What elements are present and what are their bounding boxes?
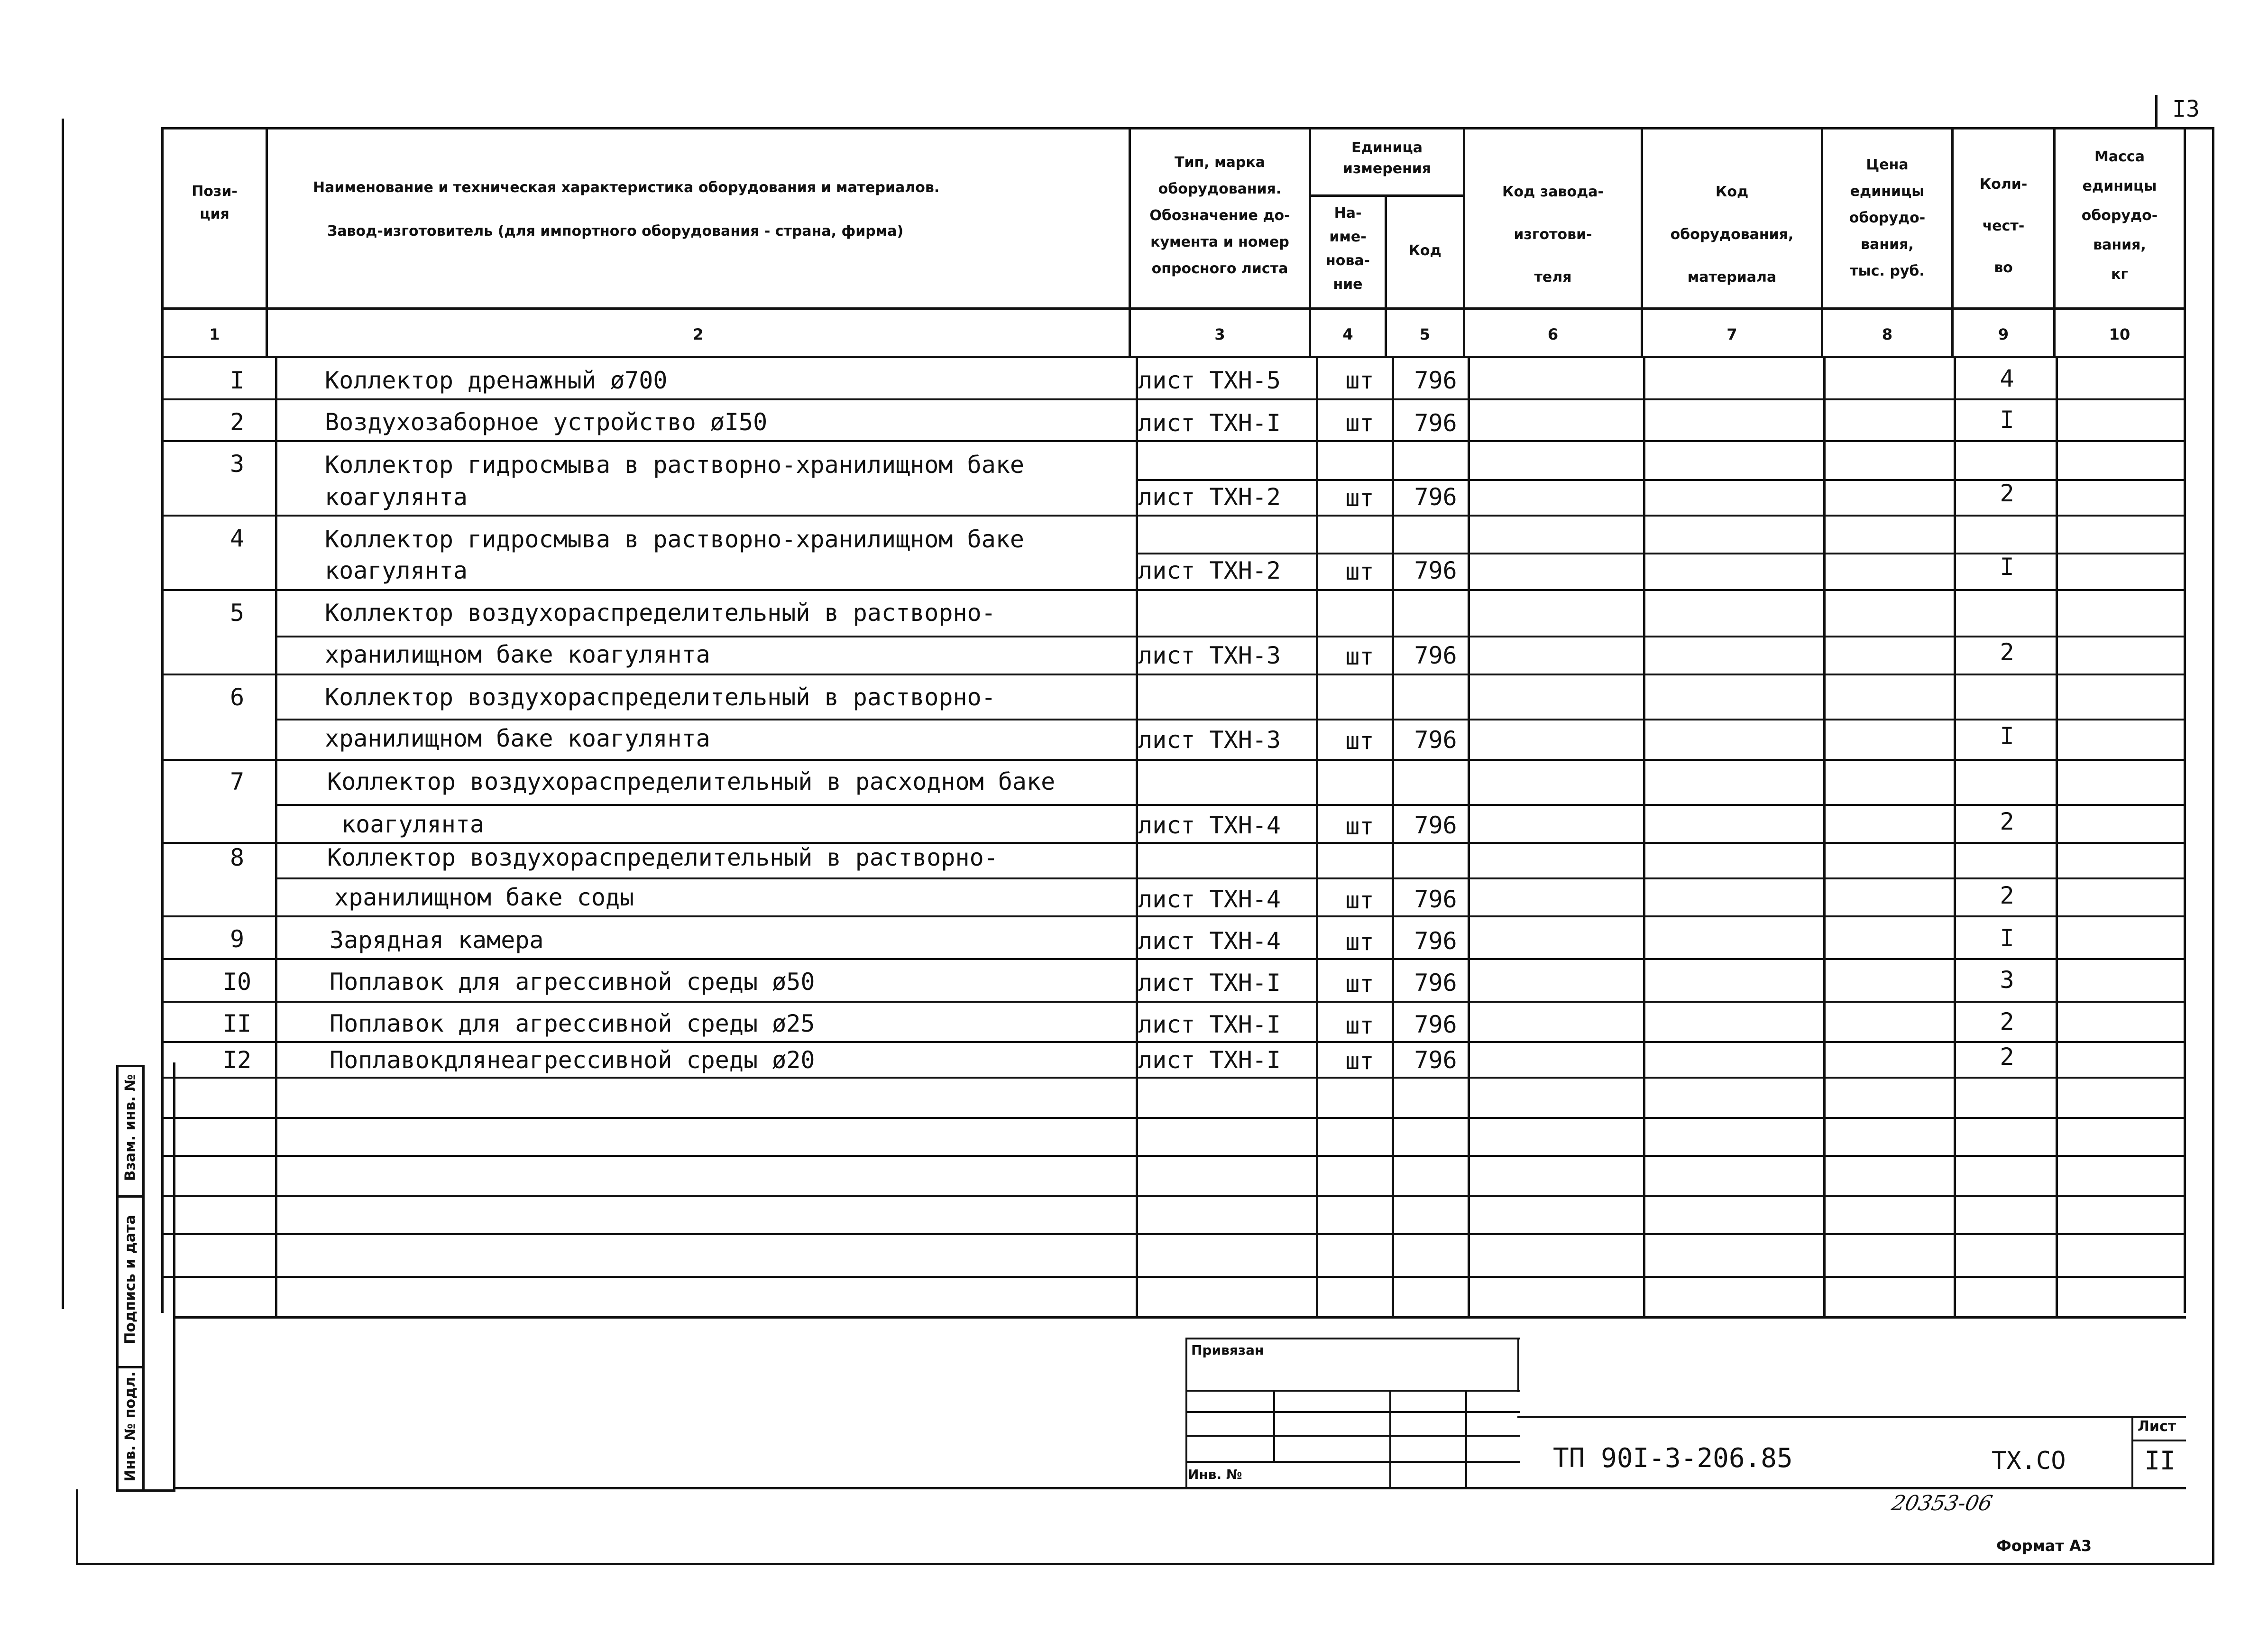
row-unit: шт xyxy=(1345,727,1374,755)
stamp-div xyxy=(1465,1390,1467,1488)
stamp-line xyxy=(1185,1461,1520,1463)
format-label: Формат А3 xyxy=(1996,1537,2092,1555)
row-position: I xyxy=(230,367,245,394)
row-line xyxy=(164,1041,2186,1043)
row-name: хранилищном баке соды xyxy=(334,884,634,911)
row-line xyxy=(164,1077,2186,1079)
row-name: Воздухозаборное устройство øI50 xyxy=(325,408,768,436)
row-doc: лист ТХН-I xyxy=(1138,1011,1281,1038)
frame-bottom xyxy=(76,1563,2214,1565)
frame-top xyxy=(161,127,2214,129)
row-unit: шт xyxy=(1345,558,1374,585)
header-equipment-code: Код оборудования, материала xyxy=(1670,184,1794,286)
row-line xyxy=(164,398,2186,400)
row-doc: лист ТХН-I xyxy=(1138,1046,1281,1074)
table-left-border xyxy=(161,127,164,1313)
row-line xyxy=(164,958,2186,960)
row-qty: 2 xyxy=(2000,808,2014,835)
row-name: коагулянта xyxy=(325,557,468,584)
body-div-7 xyxy=(1823,356,1826,1319)
body-div-9 xyxy=(2056,356,2058,1319)
row-line xyxy=(164,1195,2186,1197)
header-factory-code: Код завода- изготови- теля xyxy=(1502,184,1604,286)
row-doc: лист ТХН-4 xyxy=(1138,927,1281,955)
row-line xyxy=(164,1155,2186,1157)
row-qty: I xyxy=(2000,722,2014,750)
stamp-top xyxy=(1185,1338,1520,1339)
titleblock-top xyxy=(1517,1416,2186,1418)
colnum-4: 4 xyxy=(1342,325,1353,343)
colnum-2: 2 xyxy=(693,325,704,343)
side-label-inv: Инв. № подл. xyxy=(122,1371,139,1482)
row-position: 6 xyxy=(230,683,245,711)
row-code: 796 xyxy=(1414,1011,1457,1038)
subrow-line xyxy=(275,636,2186,637)
row-doc: лист ТХН-4 xyxy=(1138,812,1281,839)
row-qty: 2 xyxy=(2000,638,2014,666)
sheet-number-divider xyxy=(2155,95,2158,127)
row-line xyxy=(164,1001,2186,1003)
row-qty: 4 xyxy=(2000,365,2014,392)
side-strip-inner xyxy=(173,1326,175,1489)
stamp-line xyxy=(1185,1435,1520,1437)
stamp-left xyxy=(1185,1338,1187,1488)
colnum-6: 6 xyxy=(1547,325,1559,343)
header-unit-name: На- име- нова- ние xyxy=(1325,205,1370,293)
row-name: хранилищном баке коагулянта xyxy=(325,725,710,752)
header-position: Пози- ция xyxy=(192,183,238,222)
row-name: Коллектор гидросмыва в растворно-хранилищном баке xyxy=(325,451,1025,479)
row-unit: шт xyxy=(1345,812,1374,840)
sheet-value: II xyxy=(2144,1446,2176,1476)
row-code: 796 xyxy=(1414,1046,1457,1074)
header-unit-code: Код xyxy=(1408,242,1442,259)
row-unit: шт xyxy=(1345,409,1374,437)
row-qty: I xyxy=(2000,553,2014,581)
row-code: 796 xyxy=(1414,557,1457,584)
doc-code: ТП 90I-3-206.85 xyxy=(1553,1443,1793,1474)
section-code: ТХ.СО xyxy=(1992,1447,2066,1475)
stamp-inv-no: Инв. № xyxy=(1188,1467,1242,1482)
body-div-6 xyxy=(1643,356,1645,1319)
row-doc: лист ТХН-2 xyxy=(1138,483,1281,511)
row-unit: шт xyxy=(1345,970,1374,997)
header-name-line2: Завод-изготовитель (для импортного оборудования - страна, фирма) xyxy=(327,223,904,240)
row-code: 796 xyxy=(1414,367,1457,394)
row-unit: шт xyxy=(1345,643,1374,670)
side-label-vzam: Взам. инв. № xyxy=(122,1074,139,1182)
row-name: Зарядная камера xyxy=(330,926,544,954)
row-position: 2 xyxy=(230,408,245,436)
row-qty: 2 xyxy=(2000,1008,2014,1035)
row-name: Поплавок для агрессивной среды ø50 xyxy=(330,968,815,996)
header-mass: Масса единицы оборудо- вания, кг xyxy=(2081,148,2158,283)
row-qty: 2 xyxy=(2000,480,2014,507)
row-qty: 3 xyxy=(2000,966,2014,994)
header-quantity: Коли- чест- во xyxy=(1979,176,2028,276)
unit-group-line xyxy=(1309,194,1465,197)
sheet-number-top: I3 xyxy=(2172,96,2200,122)
row-position: 9 xyxy=(230,925,245,953)
row-unit: шт xyxy=(1345,928,1374,956)
side-strip-right xyxy=(142,1065,145,1489)
row-code: 796 xyxy=(1414,886,1457,913)
row-position: I0 xyxy=(222,968,252,996)
body-div-8 xyxy=(1954,356,1956,1319)
colnum-1: 1 xyxy=(209,325,220,343)
colnum-bottom-line xyxy=(161,356,2186,358)
row-qty: 2 xyxy=(2000,882,2014,909)
row-line xyxy=(164,1276,2186,1278)
colnum-8: 8 xyxy=(1882,325,1893,343)
row-qty: I xyxy=(2000,924,2014,952)
row-code: 796 xyxy=(1414,409,1457,437)
row-name: Коллектор воздухораспределительный в расходном баке xyxy=(327,768,1056,795)
subrow-line xyxy=(275,719,2186,720)
row-position: 3 xyxy=(230,450,245,478)
row-position: 7 xyxy=(230,768,245,795)
header-type: Тип, марка оборудования. Обозначение до- кумента и номер опросного листа xyxy=(1149,154,1290,277)
row-line xyxy=(164,440,2186,442)
row-position: II xyxy=(222,1010,252,1037)
stamp-right xyxy=(1517,1338,1519,1392)
row-name: коагулянта xyxy=(325,483,468,511)
row-doc: лист ТХН-I xyxy=(1138,969,1281,997)
bottom-number: 20353-06 xyxy=(1889,1491,1995,1515)
sheet-label: Лист xyxy=(2138,1418,2176,1435)
row-code: 796 xyxy=(1414,642,1457,669)
row-code: 796 xyxy=(1414,726,1457,754)
sheet-box-left xyxy=(2131,1416,2133,1488)
row-doc: лист ТХН-3 xyxy=(1138,642,1281,669)
frame-left-bottom xyxy=(76,1489,78,1564)
row-unit: шт xyxy=(1345,1012,1374,1039)
row-line xyxy=(164,1233,2186,1235)
row-name: Коллектор воздухораспределительный в растворно- xyxy=(327,844,998,871)
row-name: Коллектор воздухораспределительный в растворно- xyxy=(325,599,996,627)
row-name: Коллектор дренажный ø700 xyxy=(325,367,668,394)
subrow-line xyxy=(275,804,2186,806)
row-name: Коллектор гидросмыва в растворно-хранилищном баке xyxy=(325,526,1025,553)
colnum-3: 3 xyxy=(1214,325,1225,343)
subrow-line xyxy=(275,877,2186,879)
row-code: 796 xyxy=(1414,483,1457,511)
row-qty: 2 xyxy=(2000,1043,2014,1071)
stamp-line xyxy=(1185,1411,1520,1413)
row-position: I2 xyxy=(222,1046,252,1074)
row-doc: лист ТХН-I xyxy=(1138,409,1281,437)
colnum-5: 5 xyxy=(1419,325,1431,343)
row-name: Коллектор воздухораспределительный в растворно- xyxy=(325,683,996,711)
row-name: хранилищном баке коагулянта xyxy=(325,641,710,668)
row-doc: лист ТХН-5 xyxy=(1138,367,1281,394)
row-qty: I xyxy=(2000,406,2014,434)
colnum-7: 7 xyxy=(1726,325,1737,343)
row-code: 796 xyxy=(1414,927,1457,955)
body-div-3 xyxy=(1316,356,1318,1319)
row-name: Поплавок для агрессивной среды ø25 xyxy=(330,1010,815,1037)
row-code: 796 xyxy=(1414,969,1457,997)
frame-left-outer xyxy=(62,119,64,1309)
row-line xyxy=(164,1117,2186,1119)
row-line xyxy=(164,589,2186,591)
colnum-10: 10 xyxy=(2109,325,2130,343)
header-price: Цена единицы оборудо- вания, тыс. руб. xyxy=(1849,157,1926,279)
row-unit: шт xyxy=(1345,886,1374,914)
colnum-9: 9 xyxy=(1998,325,2009,343)
stamp-div xyxy=(1389,1390,1391,1488)
row-position: 4 xyxy=(230,525,245,552)
side-label-podpis: Подпись и дата xyxy=(122,1215,139,1344)
row-doc: лист ТХН-3 xyxy=(1138,726,1281,754)
stamp-div xyxy=(1273,1390,1275,1461)
frame-right xyxy=(2212,127,2214,1564)
row-doc: лист ТХН-2 xyxy=(1138,557,1281,584)
row-position: 8 xyxy=(230,844,245,871)
header-unit-group: Единица измерения xyxy=(1342,139,1432,177)
row-code: 796 xyxy=(1414,812,1457,839)
row-name: коагулянта xyxy=(341,811,485,838)
row-unit: шт xyxy=(1345,1047,1374,1075)
row-doc: лист ТХН-4 xyxy=(1138,886,1281,913)
row-line xyxy=(164,915,2186,917)
body-div-1 xyxy=(275,356,277,1319)
table-bottom-line xyxy=(173,1316,2186,1319)
stamp-line xyxy=(1185,1390,1520,1392)
row-name: Поплавокдлянеагрессивной среды ø20 xyxy=(330,1046,815,1074)
row-line xyxy=(164,759,2186,761)
stamp-privyazan: Привязан xyxy=(1191,1342,1264,1358)
row-unit: шт xyxy=(1345,484,1374,512)
row-line xyxy=(164,515,2186,517)
row-line xyxy=(164,674,2186,675)
bottom-area-bottom xyxy=(173,1487,2186,1489)
side-strip-left xyxy=(116,1065,119,1489)
row-position: 5 xyxy=(230,599,245,627)
header-name-line1: Наименование и техническая характеристика оборудования и материалов. xyxy=(313,179,940,196)
header-bottom-line xyxy=(161,307,2186,310)
sheet-box-line xyxy=(2131,1440,2186,1441)
row-unit: шт xyxy=(1345,367,1374,394)
